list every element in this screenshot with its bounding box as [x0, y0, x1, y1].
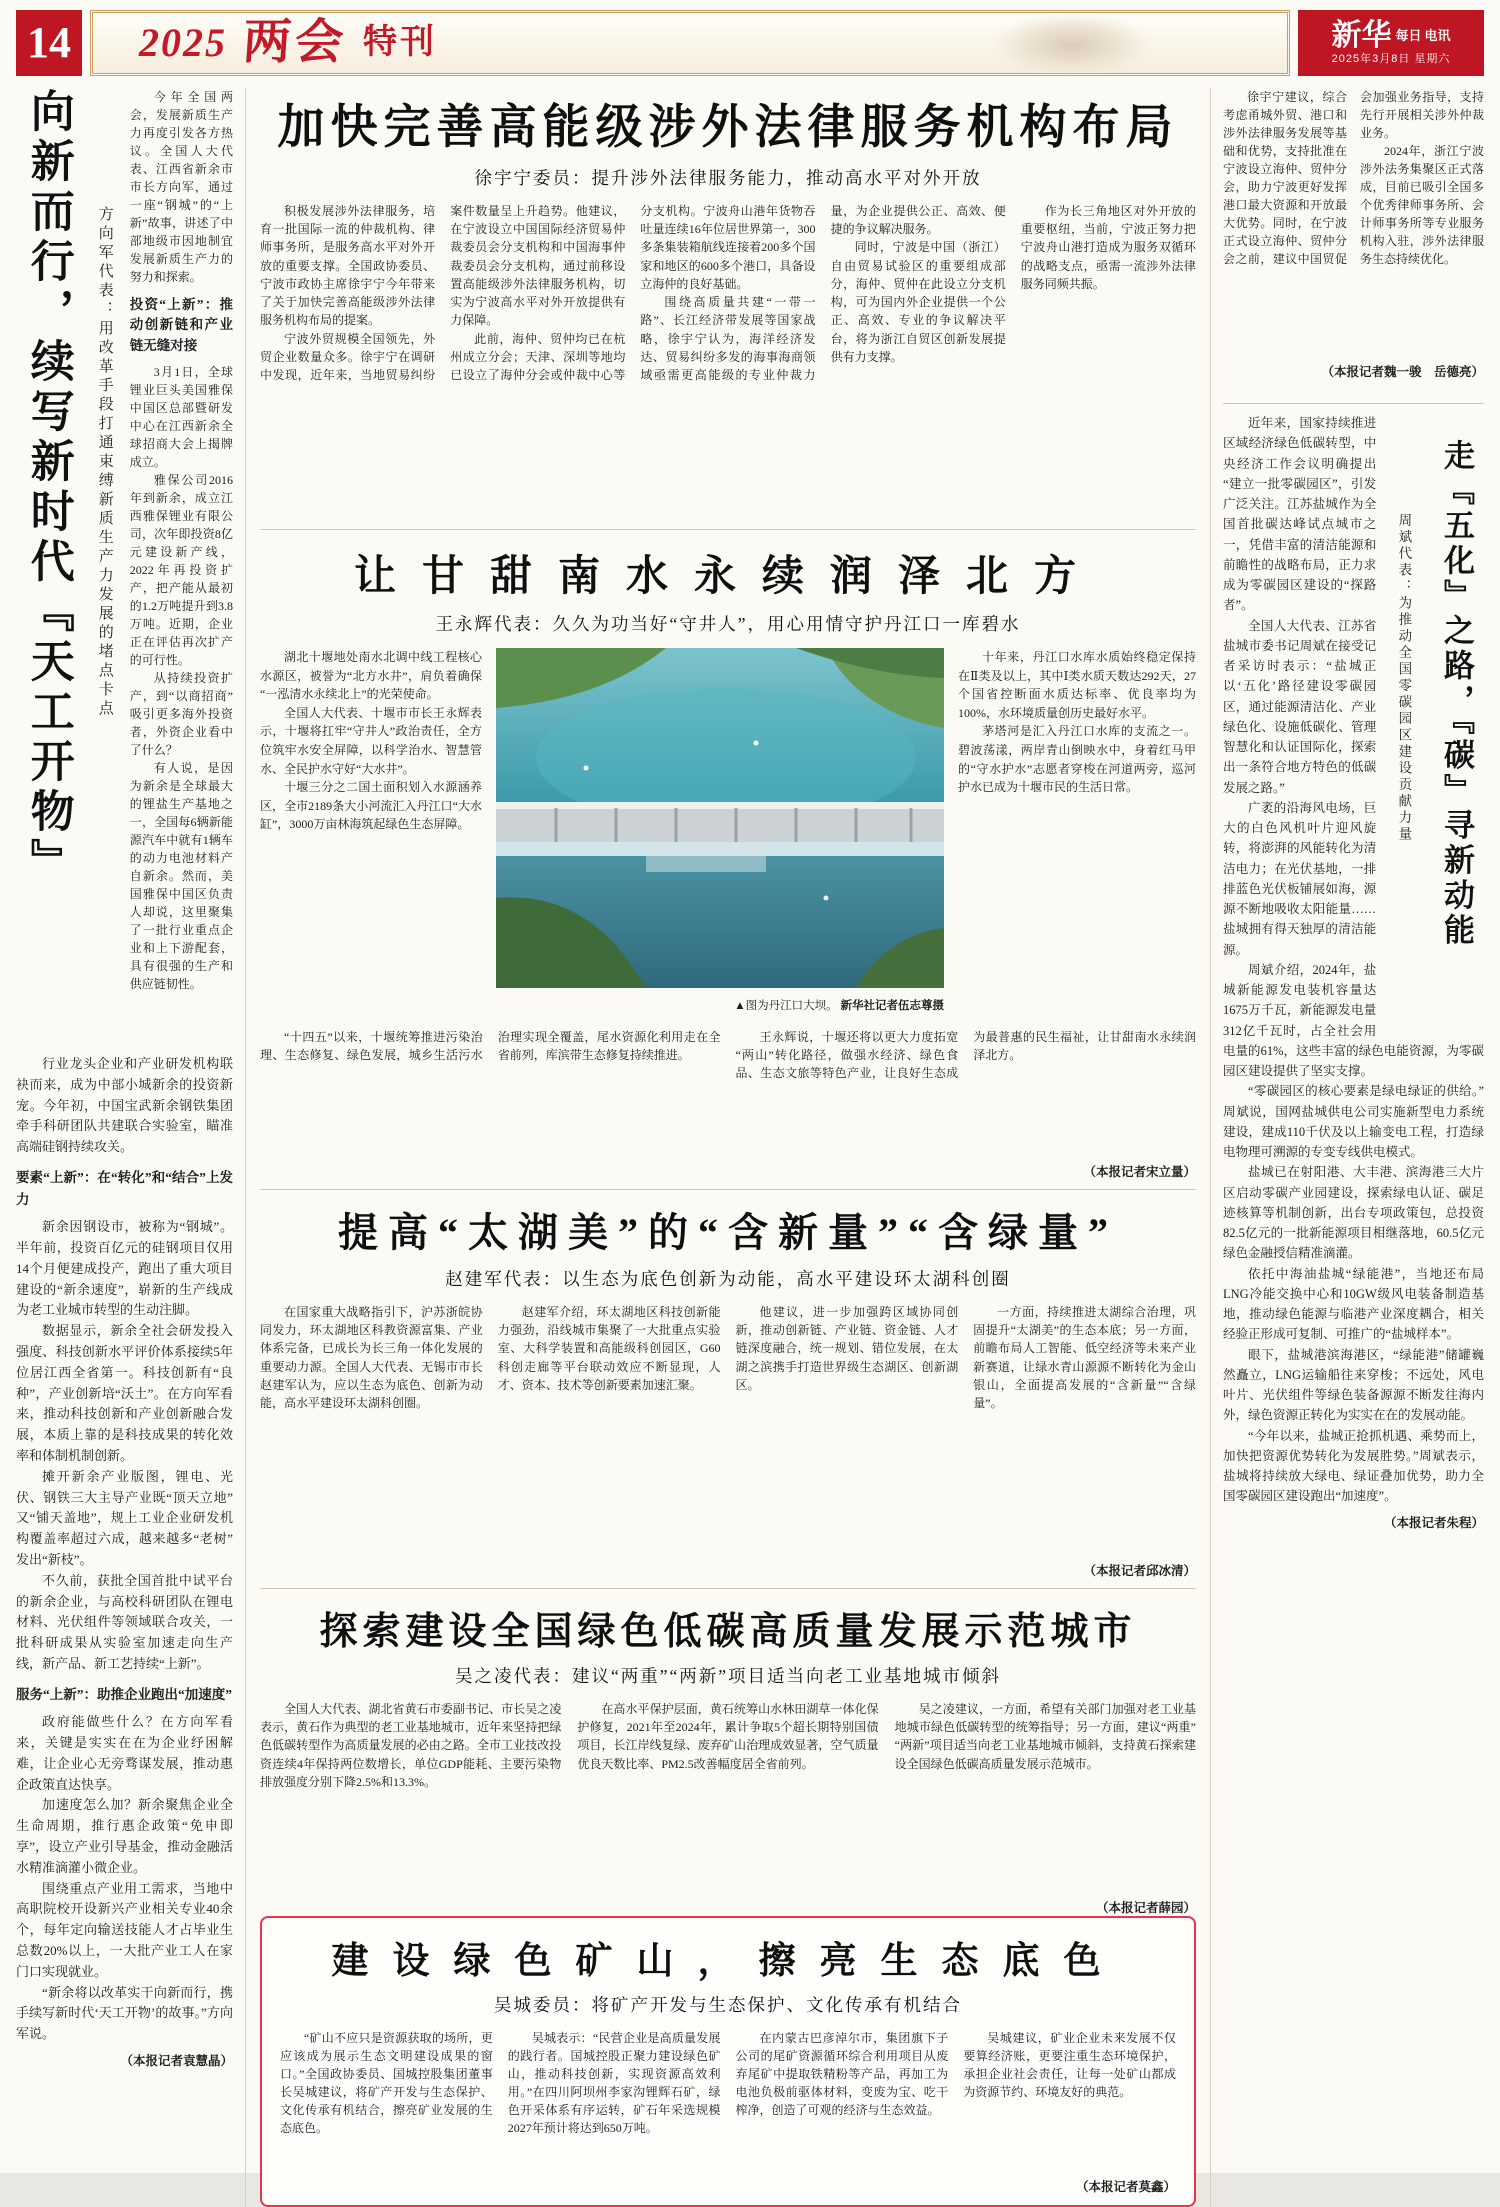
center-column — [260, 88, 1196, 2207]
article-divider — [260, 1189, 1196, 1190]
paragraph: 同时，宁波是中国（浙江）自由贸易试验区的重要组成部分，海仲、贸仲在此设立分支机构，可为国内外企业提供一个公正、高效、专业的争议解决平台，将为浙江自贸区创新发展提供有力支撑。 — [830, 240, 1006, 364]
photo-caption — [496, 997, 944, 1013]
article-yancheng-headline: 走『五化』之路，『碳』寻新动能 — [1439, 439, 1474, 949]
paragraph: 加速度怎么加？新余聚焦企业全生命周期，推行惠企政策“免申即享”，设立产业引导基金，推动金融活水精准滴灌小微企业。 — [16, 1797, 233, 1875]
paragraph: 在国家重大战略指引下，沪苏浙皖协同发力，环太湖地区科教资源富集、产业体系完备，已成长为长三角一体化发展的重要动力源。全国人大代表、无锡市市长赵建军认为，应以生态为底色、创新为动能，高水平建设环太湖科创圈。 — [260, 1305, 483, 1411]
paragraph: 盐城已在射阳港、大丰港、滨海港三大片区启动零碳产业园建设，探索绿电认证、碳足迹核算等机制创新，出台专项政策包，总投资82.5亿元的一批新能源项目相继落地，60.5亿元绿色金融授信精准滴灌。 — [1223, 1165, 1484, 1261]
paragraph: 宁波外贸规模全国领先，外贸企业数量众多。徐宇宁在调研中发现，近年来，当地贸易纠纷案件数量呈上升趋势。他建议，在宁波设立中国国际经济贸易仲裁委员会分支机构和中国海事仲裁委员会分支机构，通过前移设置高能级涉外法律服务机构，切实为宁波高水平对外开放提供有力保障。 — [260, 204, 626, 383]
page-body — [16, 88, 1484, 2194]
paragraph: 湖北十堰地处南水北调中线工程核心水源区，被誉为“北方水井”，肩负着确保“一泓清水永续北上”的光荣使命。 — [260, 650, 482, 702]
article-xinyu-intro-column — [130, 88, 233, 1040]
paragraph: 十年来，丹江口水库水质始终稳定保持在Ⅱ类及以上，其中Ⅰ类水质天数达292天，27个国省控断面水质达标率、优良率均为100%，水环境质量创历史最好水平。 — [958, 650, 1196, 720]
issue-date: 2025年3月8日 — [1331, 53, 1411, 65]
paragraph: 吴城表示：“民营企业是高质量发展的践行者。国城控股正聚力建设绿色矿山，推动科技创新，实现资源高效利用。”在四川阿坝州李家沟锂辉石矿，绿色开采体系有序运转，矿石年采选规模2027年预计将达到650万吨。 — [507, 2031, 721, 2135]
paragraph: 一方面，持续推进太湖综合治理，巩固提升“太湖美”的生态本底；另一方面，前瞻布局人工智能、低空经济等未来产业新赛道，让绿水青山源源不断转化为金山银山，全面提高发展的“含新量”“含绿量”。 — [973, 1305, 1196, 1411]
article-xinyu — [16, 88, 246, 2207]
paragraph: 作为长三角地区对外开放的重要枢纽，当前，宁波正努力把宁波舟山港打造成为服务双循环的战略支点，亟需一流涉外法律服务同频共振。 — [1020, 204, 1196, 291]
paragraph: 此前，海仲、贸仲均已在杭州成立分会；天津、深圳等地均已设立了海仲分会或仲裁中心等分支机构。宁波舟山港年货物吞吐量连续16年位居世界第一，300多条集装箱航线连接着200多个国家和地区的600多个港口，具备设立海仲的良好基础。 — [450, 204, 816, 383]
article-water-right-column — [958, 648, 1196, 1020]
dam-photo-figure — [496, 648, 944, 1020]
paragraph: 雅保公司2016年到新余，成立江西雅保锂业有限公司，次年即投资8亿元建设新产线，2022年再投资扩产，把产能从最初的1.2万吨提升到3.8万吨。近期，企业正在评估再次扩产的可行性。 — [129, 472, 233, 667]
paragraph: 2024年，浙江宁波涉外法务集聚区正式落成，目前已吸引全国多个优秀律师事务所、会计师事务所等专业服务机构入驻，涉外法律服务生态持续优化。 — [1360, 144, 1484, 266]
paragraph: 3月1日，全球锂业巨头美国雅保中国区总部暨研发中心在江西新余全球招商大会上揭牌成立。 — [129, 364, 233, 469]
paragraph: 茅塔河是汇入丹江口水库的支流之一。碧波荡漾，两岸青山倒映水中，身着红马甲的“守水护水”志愿者穿梭在河道两旁，巡河护水已成为十堰市民的生活日常。 — [958, 724, 1196, 795]
article-yancheng — [1223, 413, 1484, 2207]
paragraph: 摊开新余产业版图，锂电、光伏、钢铁三大主导产业既“顶天立地”又“铺天盖地”，规上工业企业研发机构覆盖率超过六成，越来越多“老树”发出“新枝”。 — [16, 1468, 233, 1567]
article-legal-headline: 加快完善高能级涉外法律服务机构布局 — [277, 102, 1179, 154]
masthead-sub1: 每日 — [1395, 27, 1422, 43]
article-water-headline: 让甘甜南水永续润泽北方 — [353, 554, 1102, 600]
photo-caption-text: ▲图为丹江口大坝。 — [734, 1000, 838, 1012]
article-taihu — [260, 1199, 1196, 1579]
paragraph: “零碳园区的核心要素是绿电绿证的供给。”周斌说，国网盐城供电公司实施新型电力系统建设，建成110千伏及以上输变电工程，打造绿电物理可溯源的专变专线供电模式。 — [1223, 1084, 1484, 1159]
paragraph: 吴城建议，矿业企业未来发展不仅要算经济账，更要注重生态环境保护，承担企业社会责任，让每一处矿山都成为资源节约、环境友好的典范。 — [963, 2031, 1176, 2099]
paragraph: 政府能做些什么？在方向军看来，关键是实实在在为企业纾困解难，让企业心无旁骛谋发展，推动惠企政策直达快享。 — [16, 1714, 233, 1792]
article-lowcarbon-body — [260, 1700, 1196, 1892]
masthead — [1298, 10, 1484, 76]
article-divider — [260, 529, 1196, 530]
paragraph: 围绕重点产业用工需求，当地中高职院校开设新兴产业相关专业40余个，每年定向输送技能人才占毕业生总数20%以上，一大批产业工人在家门口实现就业。 — [16, 1880, 233, 1979]
paragraph: 积极发展涉外法律服务，培育一批国际一流的仲裁机构、律师事务所，是服务高水平对外开放的重要支撑。全国政协委员、宁波市政协主席徐宇宁今年带来了关于加快完善高能级涉外法律服务机构布局的提案。 — [260, 204, 436, 328]
masthead-logo: 新华 — [1331, 19, 1392, 52]
byline: （本报记者邱冰清） — [1083, 1564, 1196, 1578]
article-xinyu-body — [16, 1054, 233, 2140]
paragraph: 近年来，国家持续推进区域经济绿色低碳转型，中央经济工作会议明确提出“建立一批零碳园区”，引发广泛关注。江苏盐城作为全国首批碳达峰试点城市之一，凭借丰富的清洁能源和前瞻性的战略布局，正力求成为零碳园区建设的“探路者”。 — [1223, 416, 1377, 613]
article-mine-subline: 吴城委员：将矿产开发与生态保护、文化传承有机结合 — [494, 1995, 962, 2015]
paragraph: 围绕高质量共建“一带一路”、长江经济带发展等国家战略，徐宇宁认为，海洋经济发达、贸易纠纷多发的海事海商领域亟需更高能级的专业仲裁力量，为企业提供公正、高效、便捷的争议解决服务。 — [640, 204, 1006, 383]
photo-caption-credit: 新华社记者伍志尊摄 — [840, 1000, 944, 1012]
article-water-subline: 王永辉代表：久久为功当好“守井人”，用心用情守护丹江口一库碧水 — [435, 614, 1021, 634]
paragraph: “矿山不应只是资源获取的场所，更应该成为展示生态文明建设成果的窗口。”全国政协委员、国城控股集团董事长吴城建议，将矿产开发与生态保护、文化传承有机结合，擦亮矿业发展的生态底色。 — [280, 2031, 493, 2135]
paragraph: 新余因钢设市，被称为“钢城”。半年前，投资百亿元的硅钢项目仅用14个月便建成投产，跑出了重大项目建设的“新余速度”，崭新的生产线成为老工业城市转型的生动注脚。 — [16, 1219, 233, 1318]
paragraph: 他建议，进一步加强跨区域协同创新，推动创新链、产业链、资金链、人才链深度融合，统一规划、错位发展，在太湖之滨携手打造世界级生态湖区、创新湖区。 — [735, 1305, 959, 1392]
article-lowcarbon — [260, 1598, 1196, 1916]
paragraph: 吴之凌建议，一方面，希望有关部门加强对老工业基地城市绿色低碳转型的统筹指导；另一方面，建议“两重”“两新”项目适当向老工业基地城市倾斜，支持黄石探索建设全国绿色低碳高质量发展示范城市。 — [894, 1702, 1196, 1771]
issue-weekday: 星期六 — [1414, 53, 1451, 65]
article-divider — [260, 1588, 1196, 1589]
paragraph: 不久前，获批全国首批中试平台的新余企业，与高校科研团队在锂电材料、光伏组件等领域联合攻关，一批科研成果从实验室加速走向生产线，新产品、新工艺持续“上新”。 — [16, 1572, 233, 1671]
paragraph: 赵建军介绍，环太湖地区科技创新能力强劲，沿线城市集聚了一大批重点实验室、大科学装置和高能级科创园区，G60科创走廊等平台联动效应不断显现，人才、资本、技术等创新要素加速汇聚。 — [497, 1305, 721, 1392]
swirl-decoration-icon — [997, 15, 1147, 75]
edition-banner — [90, 10, 1290, 76]
paragraph: 十堰三分之二国土面积划入水源涵养区，全市2189条大小河流汇入丹江口“大水缸”，3000万亩林海筑起绿色生态屏障。 — [260, 780, 482, 832]
paragraph: 今年全国两会，发展新质生产力再度引发各方热议。全国人大代表、江西省新余市市长方向军，通过一座“钢城”的“上新”故事，讲述了中部地级市因地制宜发展新质生产力的努力和探索。 — [129, 90, 233, 284]
article-legal-subline: 徐宇宁委员：提升涉外法律服务能力，推动高水平对外开放 — [474, 168, 982, 188]
article-legal-body — [260, 202, 1196, 520]
paragraph: 徐宇宁建议，综合考虑甬城外贸、港口和涉外法律服务发展等基础和优势，支持批准在宁波设立海仲、贸仲分会，助力宁波更好发挥港口最大资源和开放最大优势。同时，在宁波正式设立海仲、贸仲分会之前，建议中国贸促会加强业务指导，支持先行开展相关涉外仲裁业务。 — [1223, 90, 1484, 266]
byline: （本报记者莫鑫） — [1075, 2180, 1176, 2194]
section-subhead: 投资“上新”：推动创新链和产业链无缝对接 — [129, 297, 233, 353]
edition-name: 两会 — [241, 16, 349, 69]
article-mine-headline: 建设绿色矿山，擦亮生态底色 — [331, 1941, 1125, 1982]
article-water-left-column — [260, 648, 482, 1020]
paragraph: “新余将以改革实干向新而行，携手续写新时代‘天工开物’的故事。”方向军说。 — [16, 1984, 233, 2042]
paragraph: 王永辉说，十堰还将以更大力度拓宽“两山”转化路径，做强水经济、绿色食品、生态文旅等特色产业，让良好生态成为最普惠的民生福祉，让甘甜南水永续润泽北方。 — [735, 1030, 1196, 1081]
paragraph: 从持续投资扩产，到“以商招商”吸引更多海外投资者，外资企业看中了什么？ — [129, 670, 233, 757]
byline: （本报记者魏一骏 岳德亮） — [1321, 365, 1484, 379]
paragraph: 在内蒙古巴彦淖尔市，集团旗下子公司的尾矿资源循环综合利用项目从废弃尾矿中提取铁精粉等产品，再加工为电池负极前驱体材料，变废为宝、吃干榨净，创造了可观的经济与生态效益。 — [735, 2031, 949, 2117]
byline: （本报记者薛园） — [1095, 1901, 1196, 1915]
article-xinyu-subline: 方向军代表：用改革手段打通束缚新质生产力发展的堵点卡点 — [96, 206, 113, 719]
article-legal — [260, 88, 1196, 520]
article-mine-body — [280, 2029, 1176, 2171]
paragraph: 有人说，是因为新余是全球最大的锂盐生产基地之一，全国每6辆新能源汽车中就有1辆车的动力电池材料产自新余。然而，美国雅保中国区负责人却说，这里聚集了一批行业重点企业和上下游配套，具有很强的生产和供应链韧性。 — [129, 760, 233, 991]
right-column — [1210, 88, 1484, 2207]
paragraph: 行业龙头企业和产业研发机构联袂而来，成为中部小城新余的投资新宠。今年初，中国宝武新余钢铁集团牵手科研团队共建联合实验室，瞄准高端硅钢持续攻关。 — [16, 1056, 233, 1155]
article-yancheng-headline-block — [1390, 439, 1482, 1025]
page-header — [16, 10, 1484, 76]
article-taihu-headline: 提高“太湖美”的“含新量”“含绿量” — [338, 1210, 1118, 1255]
article-lowcarbon-headline: 探索建设全国绿色低碳高质量发展示范城市 — [319, 1611, 1137, 1653]
article-taihu-subline: 赵建军代表：以生态为底色创新为动能，高水平建设环太湖科创圈 — [445, 1269, 1011, 1289]
edition-suffix: 特刊 — [363, 24, 438, 61]
article-mine — [260, 1916, 1196, 2207]
paragraph: 依托中海油盐城“绿能港”，当地还布局LNG冷能交换中心和10GW级风电装备制造基地，推动绿色能源与临港产业深度耦合，相关经验正形成可复制、可推广的“盐城样本”。 — [1223, 1266, 1484, 1342]
section-subhead: 要素“上新”：在“转化”和“结合”上发力 — [16, 1169, 233, 1207]
article-lowcarbon-subline: 吴之凌代表：建议“两重”“两新”项目适当向老工业基地城市倾斜 — [454, 1666, 1002, 1686]
paragraph: “今年以来，盐城正抢抓机遇、乘势而上，加快把资源优势转化为发展胜势。”周斌表示，盐城将持续放大绿电、绿证叠加优势，助力全国零碳园区建设跑出“加速度”。 — [1223, 1428, 1484, 1504]
byline: （本报记者袁慧晶） — [120, 2054, 233, 2069]
byline: （本报记者宋立量） — [1083, 1165, 1196, 1179]
byline: （本报记者朱程） — [1383, 1515, 1484, 1530]
paragraph: “十四五”以来，十堰统筹推进污染治理、生态修复、绿色发展，城乡生活污水治理实现全覆盖，尾水资源化利用走在全省前列，库滨带生态修复持续推进。 — [260, 1030, 721, 1063]
article-water — [260, 539, 1196, 1180]
paragraph: 广袤的沿海风电场，巨大的白色风机叶片迎风旋转，将澎湃的风能转化为清洁电力；在光伏基地，一排排蓝色光伏板铺展如海，源源不断地吸收太阳能量……盐城拥有得天独厚的清洁能源。 — [1223, 800, 1377, 957]
section-subhead: 服务“上新”：助推企业跑出“加速度” — [16, 1686, 232, 1702]
article-legal-continued — [1223, 88, 1484, 394]
article-yancheng-subline: 周斌代表：为推动全国零碳园区建设贡献力量 — [1396, 513, 1412, 843]
paragraph: 眼下，盐城港滨海港区，“绿能港”储罐巍然矗立，LNG运输船往来穿梭；不远处，风电叶片、光伏组件等绿色装备源源不断发往海内外，绿色资源正转化为实实在在的发展动能。 — [1223, 1347, 1484, 1423]
paragraph: 数据显示，新余全社会研发投入强度、科技创新水平评价体系接续5年位居江西全省第一。科技创新有“良种”，产业创新培“沃土”。在方向军看来，推动科技创新和产业创新融合发展，本质上靠的是科技成果的转化效率和体制机制创新。 — [16, 1323, 233, 1463]
article-xinyu-headline: 向新而行，续写新时代『天工开物』 — [23, 88, 73, 888]
paragraph: 在高水平保护层面，黄石统筹山水林田湖草一体化保护修复，2021年至2024年，累计争取5个超长期特别国债项目，长江岸线复绿、废弃矿山治理成效显著，空气质量优良天数比率、PM2.5改善幅度居全省前列。 — [577, 1702, 879, 1771]
article-divider — [1223, 403, 1484, 404]
paragraph: 周斌介绍，2024年，盐城新能源发电装机容量达1675万千瓦，新能源发电量312亿千瓦时，占全社会用电量的61%，这些丰富的绿色电能资源，为零碳园区建设提供了坚实支撑。 — [1223, 962, 1484, 1078]
paragraph: 全国人大代表、十堰市市长王永辉表示，十堰将扛牢“守井人”政治责任，全方位筑牢水安全屏障，以科学治水、智慧管水、全民护水守好“大水井”。 — [260, 705, 482, 776]
paragraph: 全国人大代表、湖北省黄石市委副书记、市长吴之凌表示，黄石作为典型的老工业基地城市，近年来坚持把绿色低碳转型作为高质量发展的必由之路。全市工业技改投资连续4年保持两位数增长，单位GDP能耗、主要污染物排放强度分别下降2.5%和13.3%。 — [260, 1702, 562, 1789]
paragraph: 全国人大代表、江苏省盐城市委书记周斌在接受记者采访时表示：“盐城正以‘五化’路径建设零碳园区，通过能源清洁化、产业绿色化、设施低碳化、管理智慧化和认证国际化，探索出一条符合地方特色的低碳发展之路。” — [1223, 618, 1377, 795]
masthead-sub2: 电讯 — [1424, 27, 1451, 43]
edition-year: 2025 — [139, 20, 227, 65]
dam-aerial-photo — [496, 648, 944, 988]
article-taihu-body — [260, 1303, 1196, 1555]
article-water-bottom-body — [260, 1028, 1196, 1156]
page-number: 14 — [16, 10, 82, 76]
